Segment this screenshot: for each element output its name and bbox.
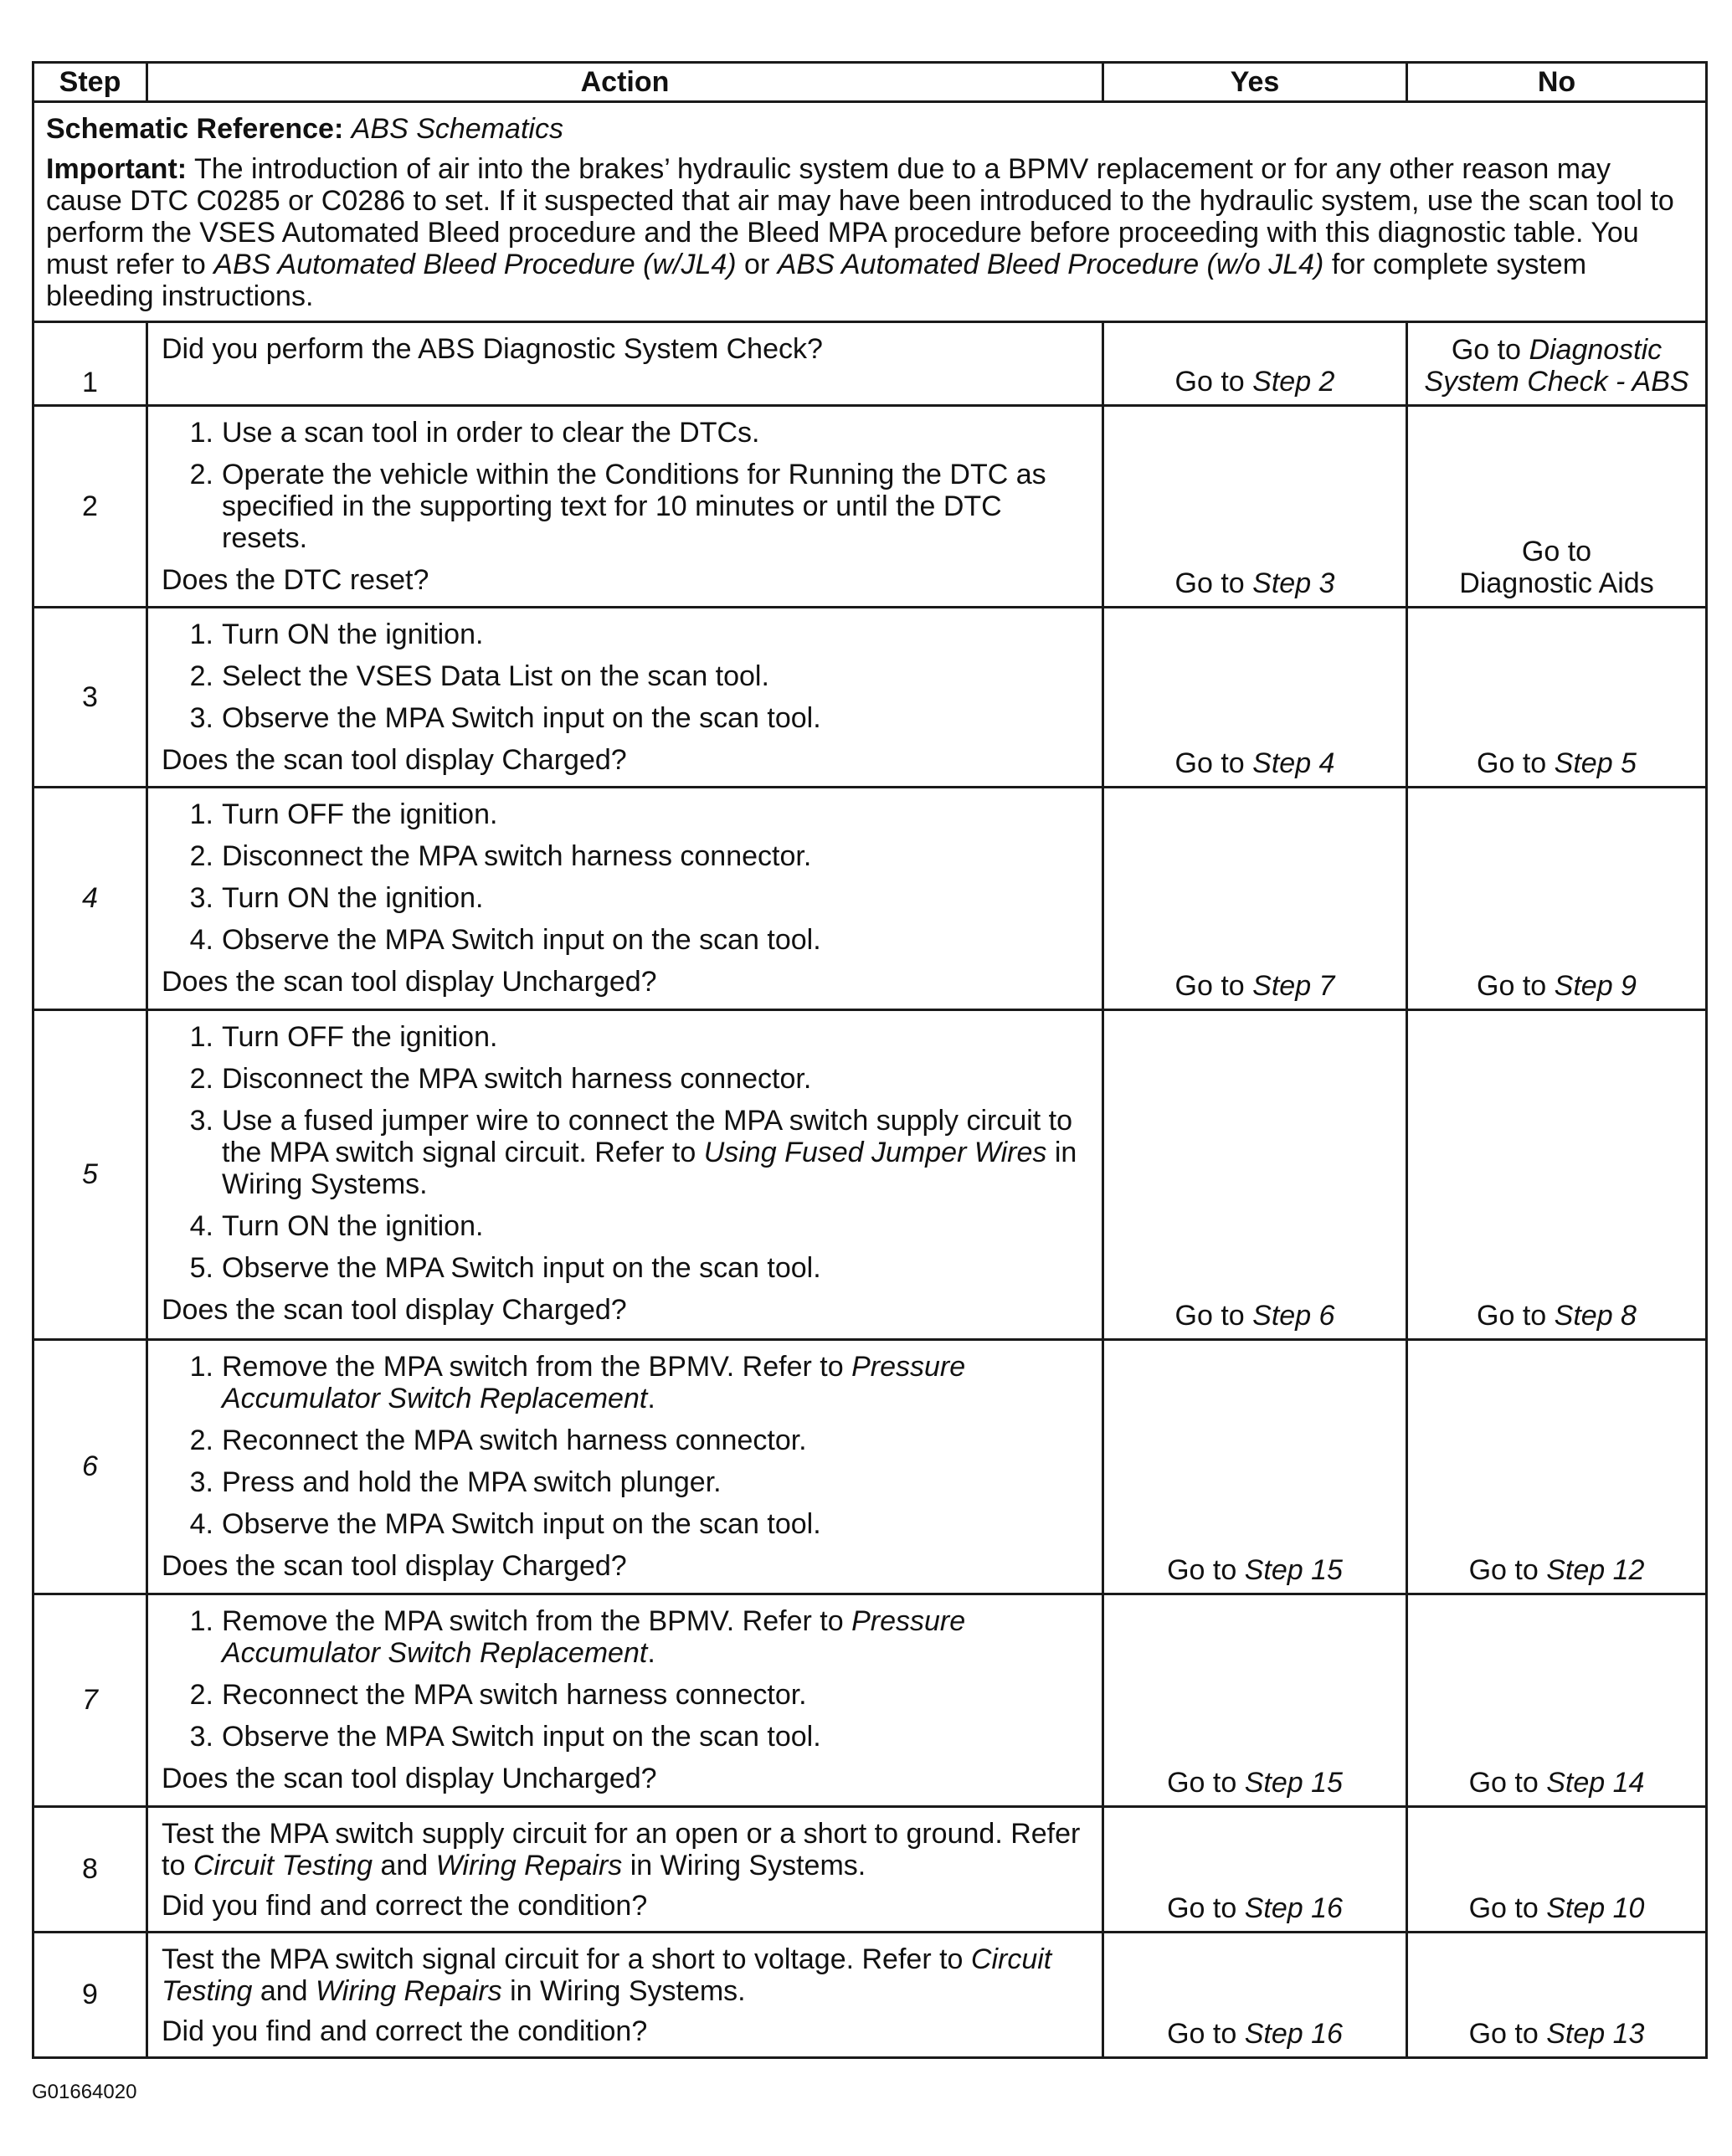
yes-cell[interactable] [1103, 1010, 1407, 1340]
list-item: 2. Disconnect the MPA switch harness connector. [189, 1063, 812, 1095]
step-number: 2 [33, 406, 147, 608]
switch-replacement-link[interactable]: Pressure Accumulator Switch Replacement [222, 1351, 966, 1414]
list-item: 2. Operate the vehicle within the Conditions for Running the DTC as specified in the supporting text for 10 minutes or until the DTC resets. [189, 459, 1046, 554]
step-question: Does the scan tool display Charged? [162, 744, 627, 776]
header-no: No [1407, 63, 1707, 102]
yes-cell[interactable] [1103, 322, 1407, 406]
yes-prefix: Go to [1167, 1554, 1237, 1586]
yes-prefix: Go to [1167, 2018, 1237, 2050]
step-instruction: Test the MPA switch signal circuit for a short to voltage. Refer to Circuit Testing and Wiring Repairs in Wiring Systems. [162, 1943, 1052, 2007]
yes-cell[interactable] [1103, 788, 1407, 1010]
list-item: 2. Disconnect the MPA switch harness connector. [189, 840, 812, 872]
no-link[interactable]: Diagnostic Aids [1459, 567, 1654, 599]
action-list [162, 619, 1090, 734]
no-cell[interactable] [1407, 1933, 1707, 2058]
no-prefix: Go to [1468, 1554, 1539, 1586]
action-cell [147, 1933, 1103, 2058]
schematic-link[interactable]: ABS Schematics [351, 113, 563, 145]
action-cell [147, 1010, 1103, 1340]
list-item: 2. Reconnect the MPA switch harness connector. [189, 1424, 807, 1456]
step-question: Does the scan tool display Uncharged? [162, 1763, 657, 1794]
no-prefix: Go to [1521, 536, 1592, 567]
action-cell [147, 1594, 1103, 1807]
yes-link[interactable]: Step 15 [1244, 1554, 1343, 1586]
no-prefix: Go to [1468, 2018, 1539, 2050]
list-item: 3. Turn ON the ignition. [189, 882, 484, 914]
list-item: 2. Reconnect the MPA switch harness connector. [189, 1679, 807, 1711]
list-item: 3. Use a fused jumper wire to connect the MPA switch supply circuit to the MPA switch signal circuit. Refer to Using Fused Jumper Wires in Wiring Systems. [189, 1105, 1077, 1200]
circuit-testing-link[interactable]: Circuit Testing [162, 1943, 1052, 2007]
step-question: Does the DTC reset? [162, 564, 429, 596]
yes-link[interactable]: Step 4 [1252, 747, 1335, 779]
bleed-procedure-no-jl4-link[interactable]: ABS Automated Bleed Procedure (w/o JL4) [777, 249, 1324, 280]
action-cell [147, 608, 1103, 788]
fused-jumper-wires-link[interactable]: Using Fused Jumper Wires [703, 1137, 1047, 1168]
yes-link[interactable]: Step 16 [1244, 2018, 1343, 2050]
important-or: or [744, 249, 770, 280]
list-item: 5. Observe the MPA Switch input on the scan tool. [189, 1252, 821, 1284]
no-prefix: Go to [1477, 970, 1547, 1002]
header-row [33, 63, 1707, 102]
step-question: Did you find and correct the condition? [162, 2015, 648, 2047]
no-cell[interactable] [1407, 406, 1707, 608]
yes-cell[interactable] [1103, 1594, 1407, 1807]
no-prefix: Go to [1468, 1767, 1539, 1799]
table-row [33, 322, 1707, 406]
yes-cell[interactable] [1103, 1807, 1407, 1933]
list-item: 2. Select the VSES Data List on the scan tool. [189, 660, 769, 692]
diagnostic-table [32, 61, 1708, 2059]
wiring-repairs-link[interactable]: Wiring Repairs [316, 1975, 502, 2007]
no-cell[interactable] [1407, 322, 1707, 406]
yes-link[interactable]: Step 7 [1252, 970, 1335, 1002]
step-number: 7 [33, 1594, 147, 1807]
important-note [46, 153, 1693, 312]
table-row [33, 1933, 1707, 2058]
yes-cell[interactable] [1103, 406, 1407, 608]
step-number: 3 [33, 608, 147, 788]
step-number: 9 [33, 1933, 147, 2058]
important-text-end: for complete system bleeding instructions. [46, 249, 1587, 312]
action-cell [147, 788, 1103, 1010]
table-row [33, 1594, 1707, 1807]
yes-prefix: Go to [1174, 366, 1245, 398]
table-row [33, 788, 1707, 1010]
list-item: 3. Observe the MPA Switch input on the scan tool. [189, 1721, 821, 1753]
step-question: Did you perform the ABS Diagnostic System Check? [162, 333, 823, 365]
header-step: Step [33, 63, 147, 102]
no-link-line-2[interactable]: System Check - ABS [1424, 366, 1689, 398]
figure-code: G01664020 [32, 2081, 137, 2103]
yes-prefix: Go to [1174, 970, 1245, 1002]
list-item: 4. Turn ON the ignition. [189, 1210, 484, 1242]
yes-prefix: Go to [1174, 747, 1245, 779]
no-cell[interactable] [1407, 608, 1707, 788]
step-number: 6 [33, 1340, 147, 1594]
action-cell [147, 1340, 1103, 1594]
yes-cell[interactable] [1103, 1933, 1407, 2058]
no-link[interactable]: Step 14 [1546, 1767, 1645, 1799]
switch-replacement-link[interactable]: Pressure Accumulator Switch Replacement [222, 1605, 966, 1669]
step-number: 5 [33, 1010, 147, 1340]
step-question: Does the scan tool display Charged? [162, 1294, 627, 1326]
action-cell [147, 322, 1103, 406]
header-yes: Yes [1103, 63, 1407, 102]
no-prefix: Go to [1477, 1300, 1547, 1332]
list-item: 3. Press and hold the MPA switch plunger. [189, 1466, 722, 1498]
table-row [33, 1340, 1707, 1594]
wiring-repairs-link[interactable]: Wiring Repairs [435, 1850, 623, 1881]
table-row [33, 1010, 1707, 1340]
no-link[interactable]: Step 12 [1546, 1554, 1645, 1586]
circuit-testing-link[interactable]: Circuit Testing [193, 1850, 373, 1881]
yes-link[interactable]: Step 15 [1244, 1767, 1343, 1799]
no-cell[interactable] [1407, 1807, 1707, 1933]
yes-cell[interactable] [1103, 608, 1407, 788]
action-list [162, 417, 1090, 554]
list-item: 1. Turn ON the ignition. [189, 619, 484, 650]
list-item: 1. Use a scan tool in order to clear the DTCs. [189, 417, 760, 449]
step-number: 4 [33, 788, 147, 1010]
step-number: 8 [33, 1807, 147, 1933]
list-item: 1. Turn OFF the ignition. [189, 1021, 498, 1053]
no-link[interactable]: Step 5 [1554, 747, 1637, 779]
header-action: Action [147, 63, 1103, 102]
intro-row [33, 102, 1707, 322]
list-item: 1. Remove the MPA switch from the BPMV. Refer to Pressure Accumulator Switch Replacement. [189, 1351, 966, 1414]
no-prefix: Go to [1468, 1892, 1539, 1924]
diagnostic-table-sheet [32, 61, 1705, 2059]
no-link[interactable]: Step 10 [1546, 1892, 1645, 1924]
yes-link[interactable]: Step 3 [1252, 567, 1335, 599]
schematic-reference [46, 113, 1693, 145]
no-link[interactable]: Step 9 [1554, 970, 1637, 1002]
schematic-label: Schematic Reference: [46, 113, 344, 145]
step-question: Does the scan tool display Uncharged? [162, 966, 657, 998]
yes-link[interactable]: Step 16 [1244, 1892, 1343, 1924]
yes-cell[interactable] [1103, 1340, 1407, 1594]
table-row [33, 1807, 1707, 1933]
no-cell[interactable] [1407, 1594, 1707, 1807]
no-cell[interactable] [1407, 1340, 1707, 1594]
list-item: 4. Observe the MPA Switch input on the scan tool. [189, 1508, 821, 1540]
yes-prefix: Go to [1167, 1767, 1237, 1799]
list-item: 4. Observe the MPA Switch input on the scan tool. [189, 924, 821, 956]
step-question: Did you find and correct the condition? [162, 1890, 648, 1922]
no-prefix: Go to [1477, 747, 1547, 779]
yes-link[interactable]: Step 2 [1252, 366, 1335, 398]
no-link[interactable]: Step 13 [1546, 2018, 1645, 2050]
action-list [162, 1605, 1090, 1753]
yes-link[interactable]: Step 6 [1252, 1300, 1335, 1332]
important-text: The introduction of air into the brakes’ hydraulic system due to a BPMV replacement or for any other reason may cause DTC C0285 or C0286 to set. If it suspected that air may have been introduced to the hydraulic system, use the scan tool to perform the VSES Automated Bleed procedure and the Bleed MPA procedure before proceeding with this diagnostic table. You must refer to [46, 153, 1674, 280]
table-row [33, 406, 1707, 608]
step-number: 1 [33, 322, 147, 406]
yes-prefix: Go to [1174, 1300, 1245, 1332]
no-cell[interactable] [1407, 788, 1707, 1010]
action-list [162, 798, 1090, 956]
action-cell [147, 406, 1103, 608]
bleed-procedure-jl4-link[interactable]: ABS Automated Bleed Procedure (w/JL4) [213, 249, 737, 280]
no-link[interactable]: Diagnostic [1529, 334, 1663, 366]
list-item: 3. Observe the MPA Switch input on the scan tool. [189, 702, 821, 734]
important-label: Important: [46, 153, 188, 185]
action-cell [147, 1807, 1103, 1933]
action-list [162, 1351, 1090, 1540]
no-cell[interactable] [1407, 1010, 1707, 1340]
no-link[interactable]: Step 8 [1554, 1300, 1637, 1332]
intro-cell [33, 102, 1707, 322]
action-list [162, 1021, 1090, 1284]
step-instruction: Test the MPA switch supply circuit for an open or a short to ground. Refer to Circuit Testing and Wiring Repairs in Wiring Systems. [162, 1818, 1081, 1881]
table-row [33, 608, 1707, 788]
step-question: Does the scan tool display Charged? [162, 1550, 627, 1582]
yes-prefix: Go to [1167, 1892, 1237, 1924]
yes-prefix: Go to [1174, 567, 1245, 599]
list-item: 1. Turn OFF the ignition. [189, 798, 498, 830]
no-prefix: Go to [1451, 334, 1521, 366]
list-item: 1. Remove the MPA switch from the BPMV. Refer to Pressure Accumulator Switch Replacement. [189, 1605, 966, 1669]
